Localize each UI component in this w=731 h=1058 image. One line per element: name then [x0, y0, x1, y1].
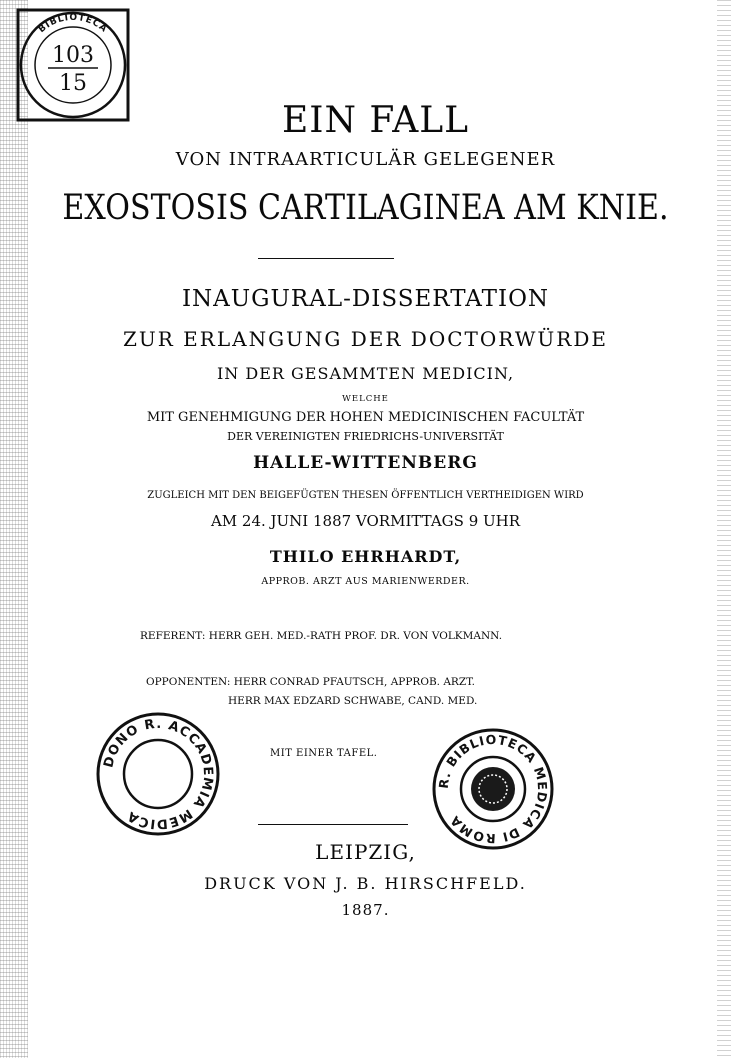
svg-text:BIBLIOTECA: BIBLIOTECA — [36, 12, 110, 36]
referent-line: REFERENT: HERR GEH. MED.-RATH PROF. DR. VON VOLKMANN. — [140, 630, 503, 642]
dissertation-line-4: WELCHE — [342, 394, 389, 404]
dissertation-heading: INAUGURAL-DISSERTATION — [181, 286, 550, 312]
library-number-bottom: 15 — [59, 71, 87, 96]
opponents-line-1: OPPONENTEN: HERR CONRAD PFAUTSCH, APPROB. ARZT. — [146, 676, 475, 688]
imprint-printer: DRUCK VON J. B. HIRSCHFELD. — [204, 874, 527, 893]
title-line-1: EIN FALL — [281, 100, 470, 141]
opponents-line-2: HERR MAX EDZARD SCHWABE, CAND. MED. — [228, 695, 478, 707]
dissertation-line-8: ZUGLEICH MIT DEN BEIGEFÜGTEN THESEN ÖFFENTLICH VERTHEIDIGEN WIRD — [147, 490, 584, 501]
library-seal-stamp — [430, 726, 556, 852]
library-seal-text: R. BIBLIOTECA MEDICA DI ROMA — [435, 731, 551, 847]
imprint-year: 1887. — [341, 901, 390, 919]
title-line-3: EXOSTOSIS CARTILAGINEA AM KNIE. — [62, 188, 669, 228]
library-number-top: 103 — [52, 43, 94, 68]
author-name: THILO EHRHARDT, — [269, 547, 462, 566]
svg-text:DONO R. ACCADEMIA MEDICA — [101, 717, 215, 831]
academy-stamp — [94, 710, 222, 838]
dissertation-line-6: DER VEREINIGTEN FRIEDRICHS-UNIVERSITÄT — [227, 430, 504, 443]
author-description: APPROB. ARZT AUS MARIENWERDER. — [261, 576, 470, 587]
seal-emblem — [471, 767, 515, 811]
plate-note: MIT EINER TAFEL. — [270, 748, 378, 759]
defense-date: AM 24. JUNI 1887 VORMITTAGS 9 UHR — [210, 512, 521, 530]
dissertation-line-2: ZUR ERLANGUNG DER DOCTORWÜRDE — [123, 327, 608, 351]
dissertation-line-3: IN DER GESAMMTEN MEDICIN, — [216, 364, 515, 383]
university-name: HALLE-WITTENBERG — [253, 453, 478, 473]
rule-bottom — [258, 824, 408, 825]
imprint-city: LEIPZIG, — [315, 840, 416, 864]
rule-top — [258, 258, 394, 259]
academy-stamp-text: DONO R. ACCADEMIA MEDICA — [101, 716, 216, 832]
title-line-2: VON INTRAARTICULÄR GELEGENER — [175, 149, 556, 170]
dissertation-line-5: MIT GENEHMIGUNG DER HOHEN MEDICINISCHEN FACULTÄT — [146, 410, 585, 425]
